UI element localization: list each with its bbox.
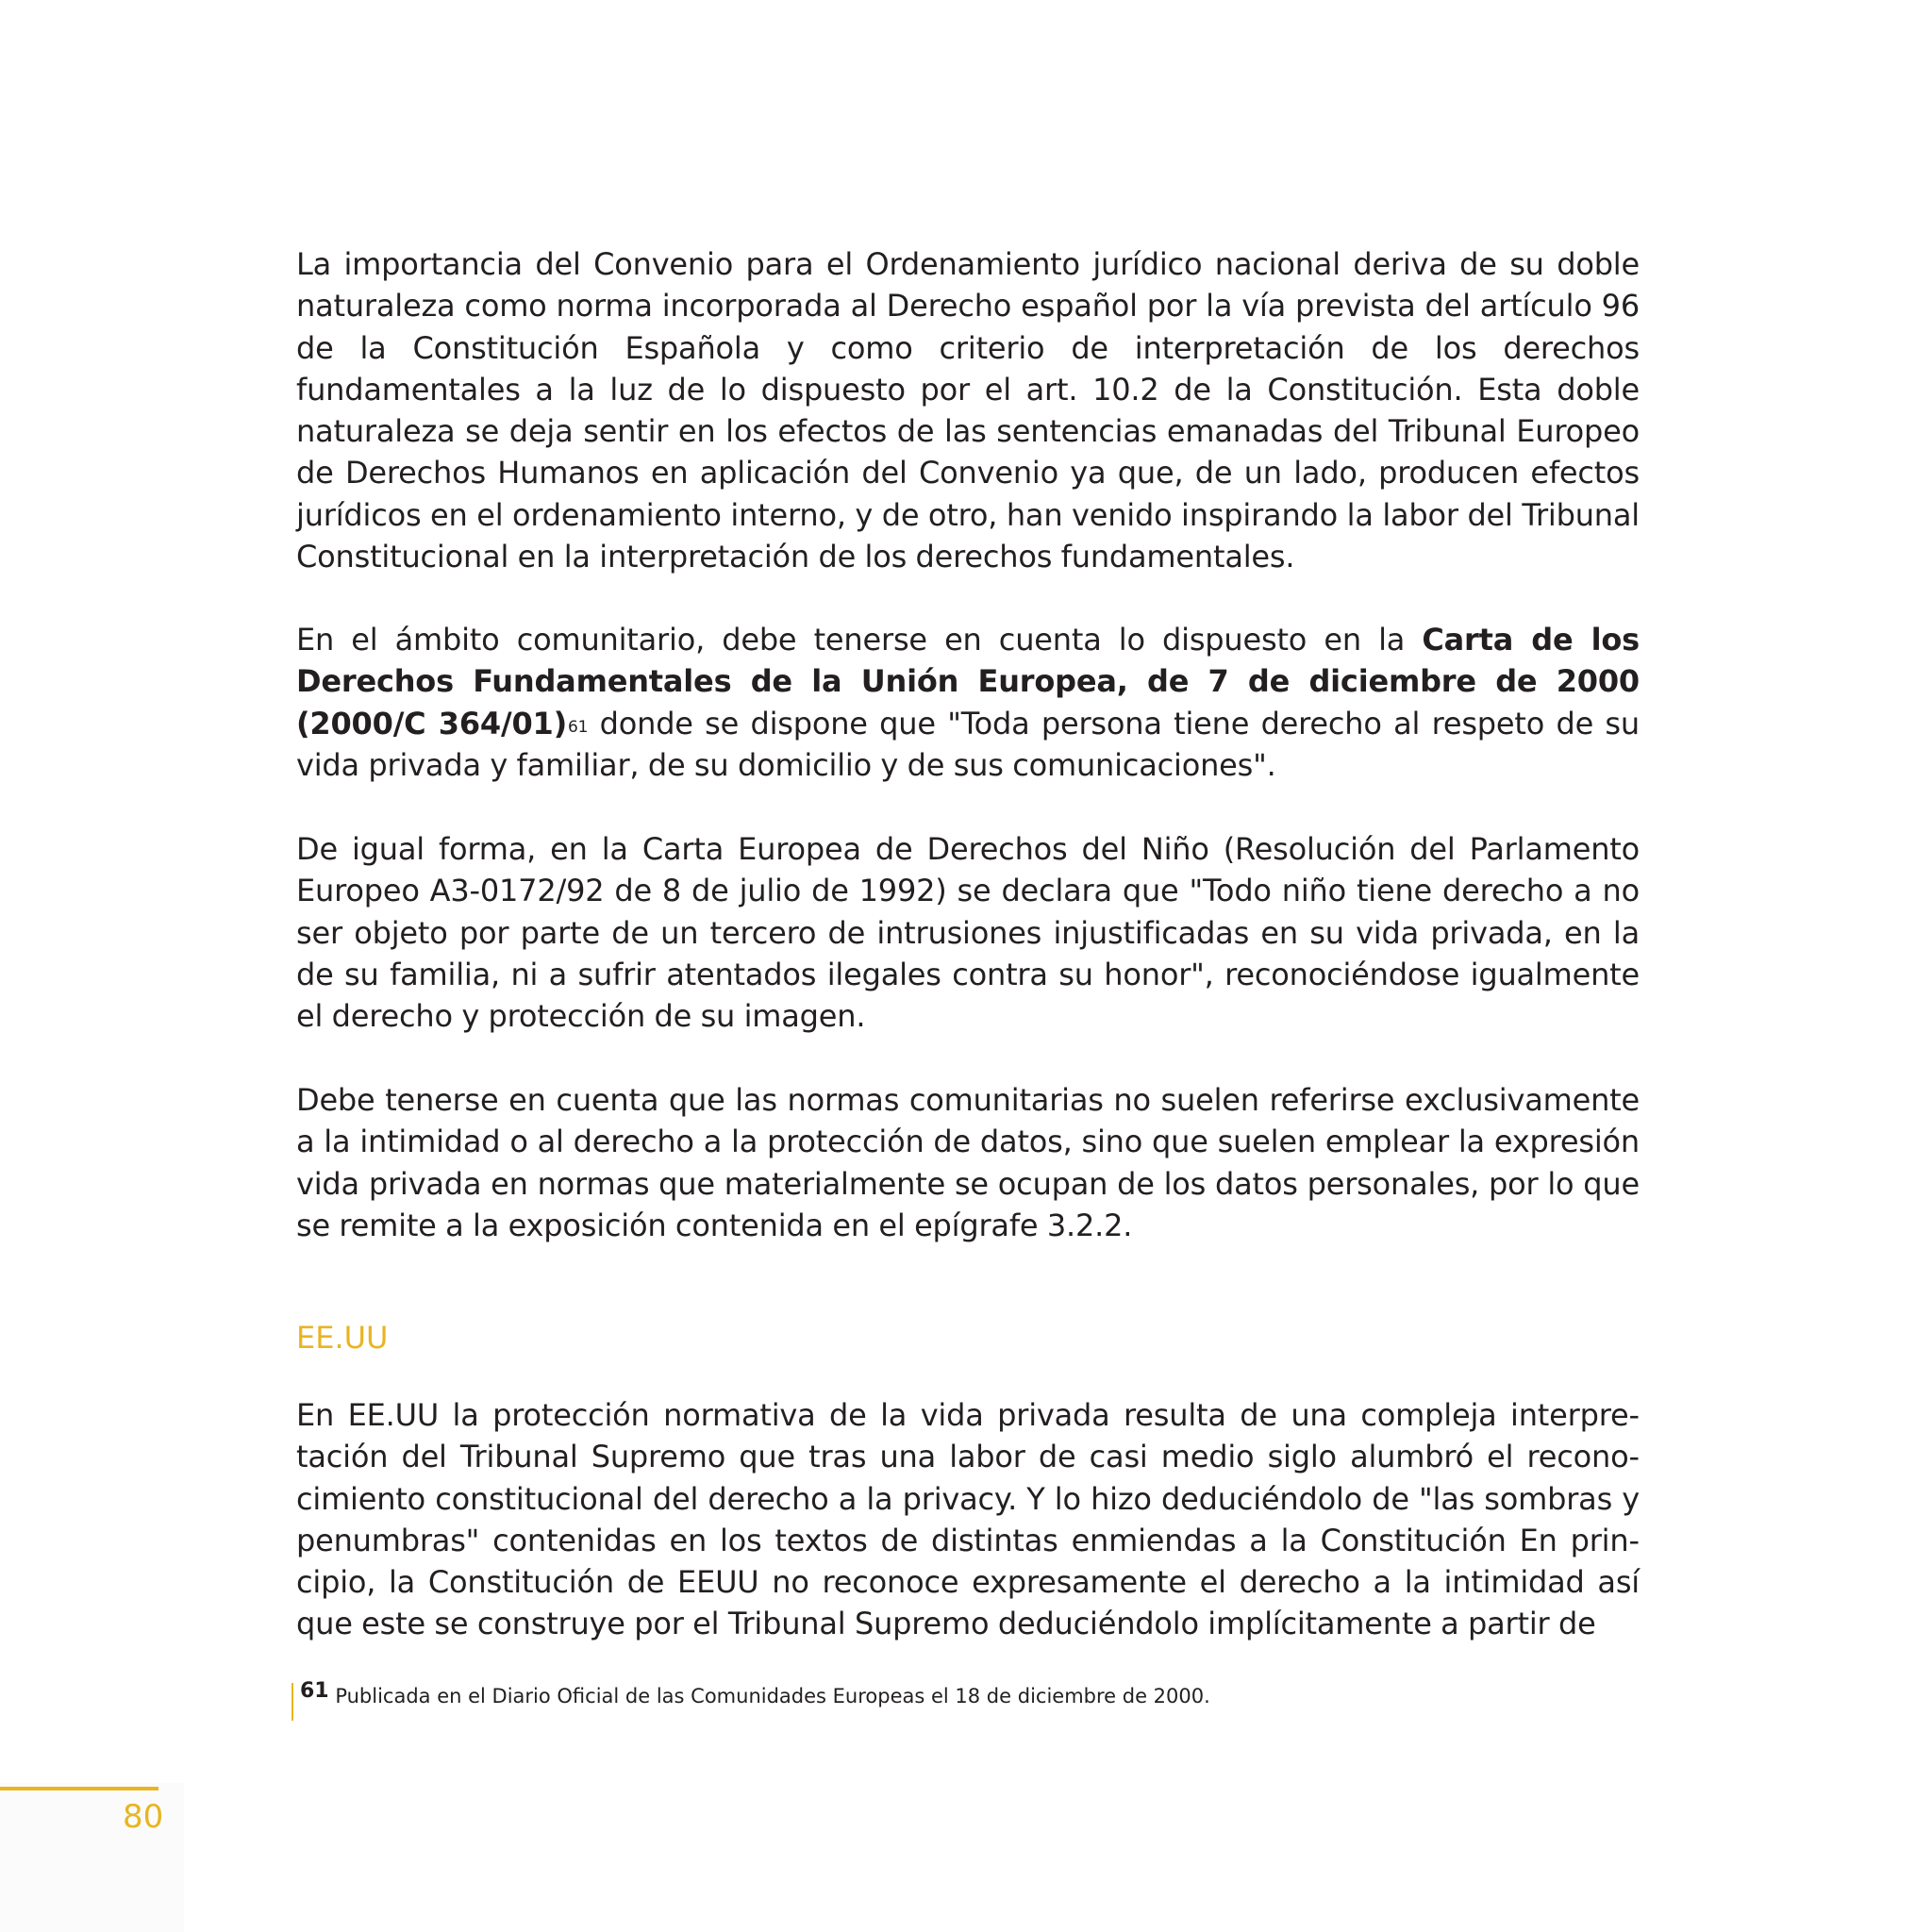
paragraph-text-before: En el ámbito comunitario, debe tenerse en cuenta lo dispuesto en la <box>296 622 1423 658</box>
section-heading-eeuu: EE.UU <box>296 1320 389 1356</box>
footnote-text: Publicada en el Diario Oficial de las Comunidades Europeas el 18 de diciembre de 2000. <box>335 1685 1210 1707</box>
page-number-rule <box>0 1787 158 1790</box>
paragraph-text: En EE.UU la protección normativa de la vida privada resulta de una compleja interpretación del Tribunal Supremo que tras una labor de casi medio siglo alumbró el reconocimiento constitucional del derecho a la privacy. Y lo hizo deduciéndolo de "las sombras y penumbras" contenidas en los textos de distintas enmiendas a la Constitución En principio, la Constitución de EEUU no reconoce expresamente el derecho a la intimidad así que este se construye por el Tribunal Supremo deduciéndolo implícitamente a partir de <box>296 1397 1640 1642</box>
paragraph-text: De igual forma, en la Carta Europea de Derechos del Niño (Resolución del Parlamento Europeo A3-0172/92 de 8 de julio de 1992) se declara que "Todo niño tiene derecho a no ser objeto por parte de un tercero de intrusiones injustificadas en su vida privada, en la de su familia, ni a sufrir atentados ilegales contra su honor", reconociéndose igualmente el derecho y protección de su imagen. <box>296 831 1640 1035</box>
paragraph-convenio <box>296 243 1640 577</box>
paragraph-text: Debe tenerse en cuenta que las normas comunitarias no suelen referirse exclusivamente a la intimidad o al derecho a la protección de datos, sino que suelen emplear la expresión vida privada en normas que materialmente se ocupan de los datos personales, por lo que se remite a la exposición contenida en el epígrafe 3.2.2. <box>296 1082 1640 1243</box>
paragraph-carta-derechos <box>296 619 1640 786</box>
footnote <box>291 1679 1210 1721</box>
paragraph-carta-nino <box>296 828 1640 1037</box>
paragraph-text-after: donde se dispone que "Toda persona tiene derecho al respeto de su vida privada y familiar, de su domicilio y de sus comunicaciones". <box>296 705 1640 783</box>
paragraph-text <box>296 619 1640 786</box>
footnote-number: 61 <box>300 1679 329 1703</box>
bold-citation: Carta de los Derechos Fundamentales de la Unión Europea, de 7 de diciembre de 2000 (2000/C 364/01) <box>296 622 1640 741</box>
paragraph-normas-comunitarias <box>296 1079 1640 1246</box>
footnote-reference: 61 <box>568 717 589 737</box>
paragraph-text: La importancia del Convenio para el Ordenamiento jurídico nacional deriva de su doble naturaleza como norma incorporada al Derecho español por la vía prevista del artículo 96 de la Constitución Española y como criterio de interpretación de los derechos fundamentales a la luz de lo dispuesto por el art. 10.2 de la Constitución. Esta doble naturaleza se deja sentir en los efectos de las sentencias emanadas del Tribunal Europeo de Derechos Humanos en aplicación del Convenio ya que, de un lado, producen efectos jurídicos en el ordenamiento interno, y de otro, han venido inspirando la labor del Tribunal Constitucional en la interpretación de los derechos fundamentales. <box>296 246 1640 575</box>
paragraph-eeuu <box>296 1394 1640 1645</box>
page-number: 80 <box>123 1798 164 1836</box>
